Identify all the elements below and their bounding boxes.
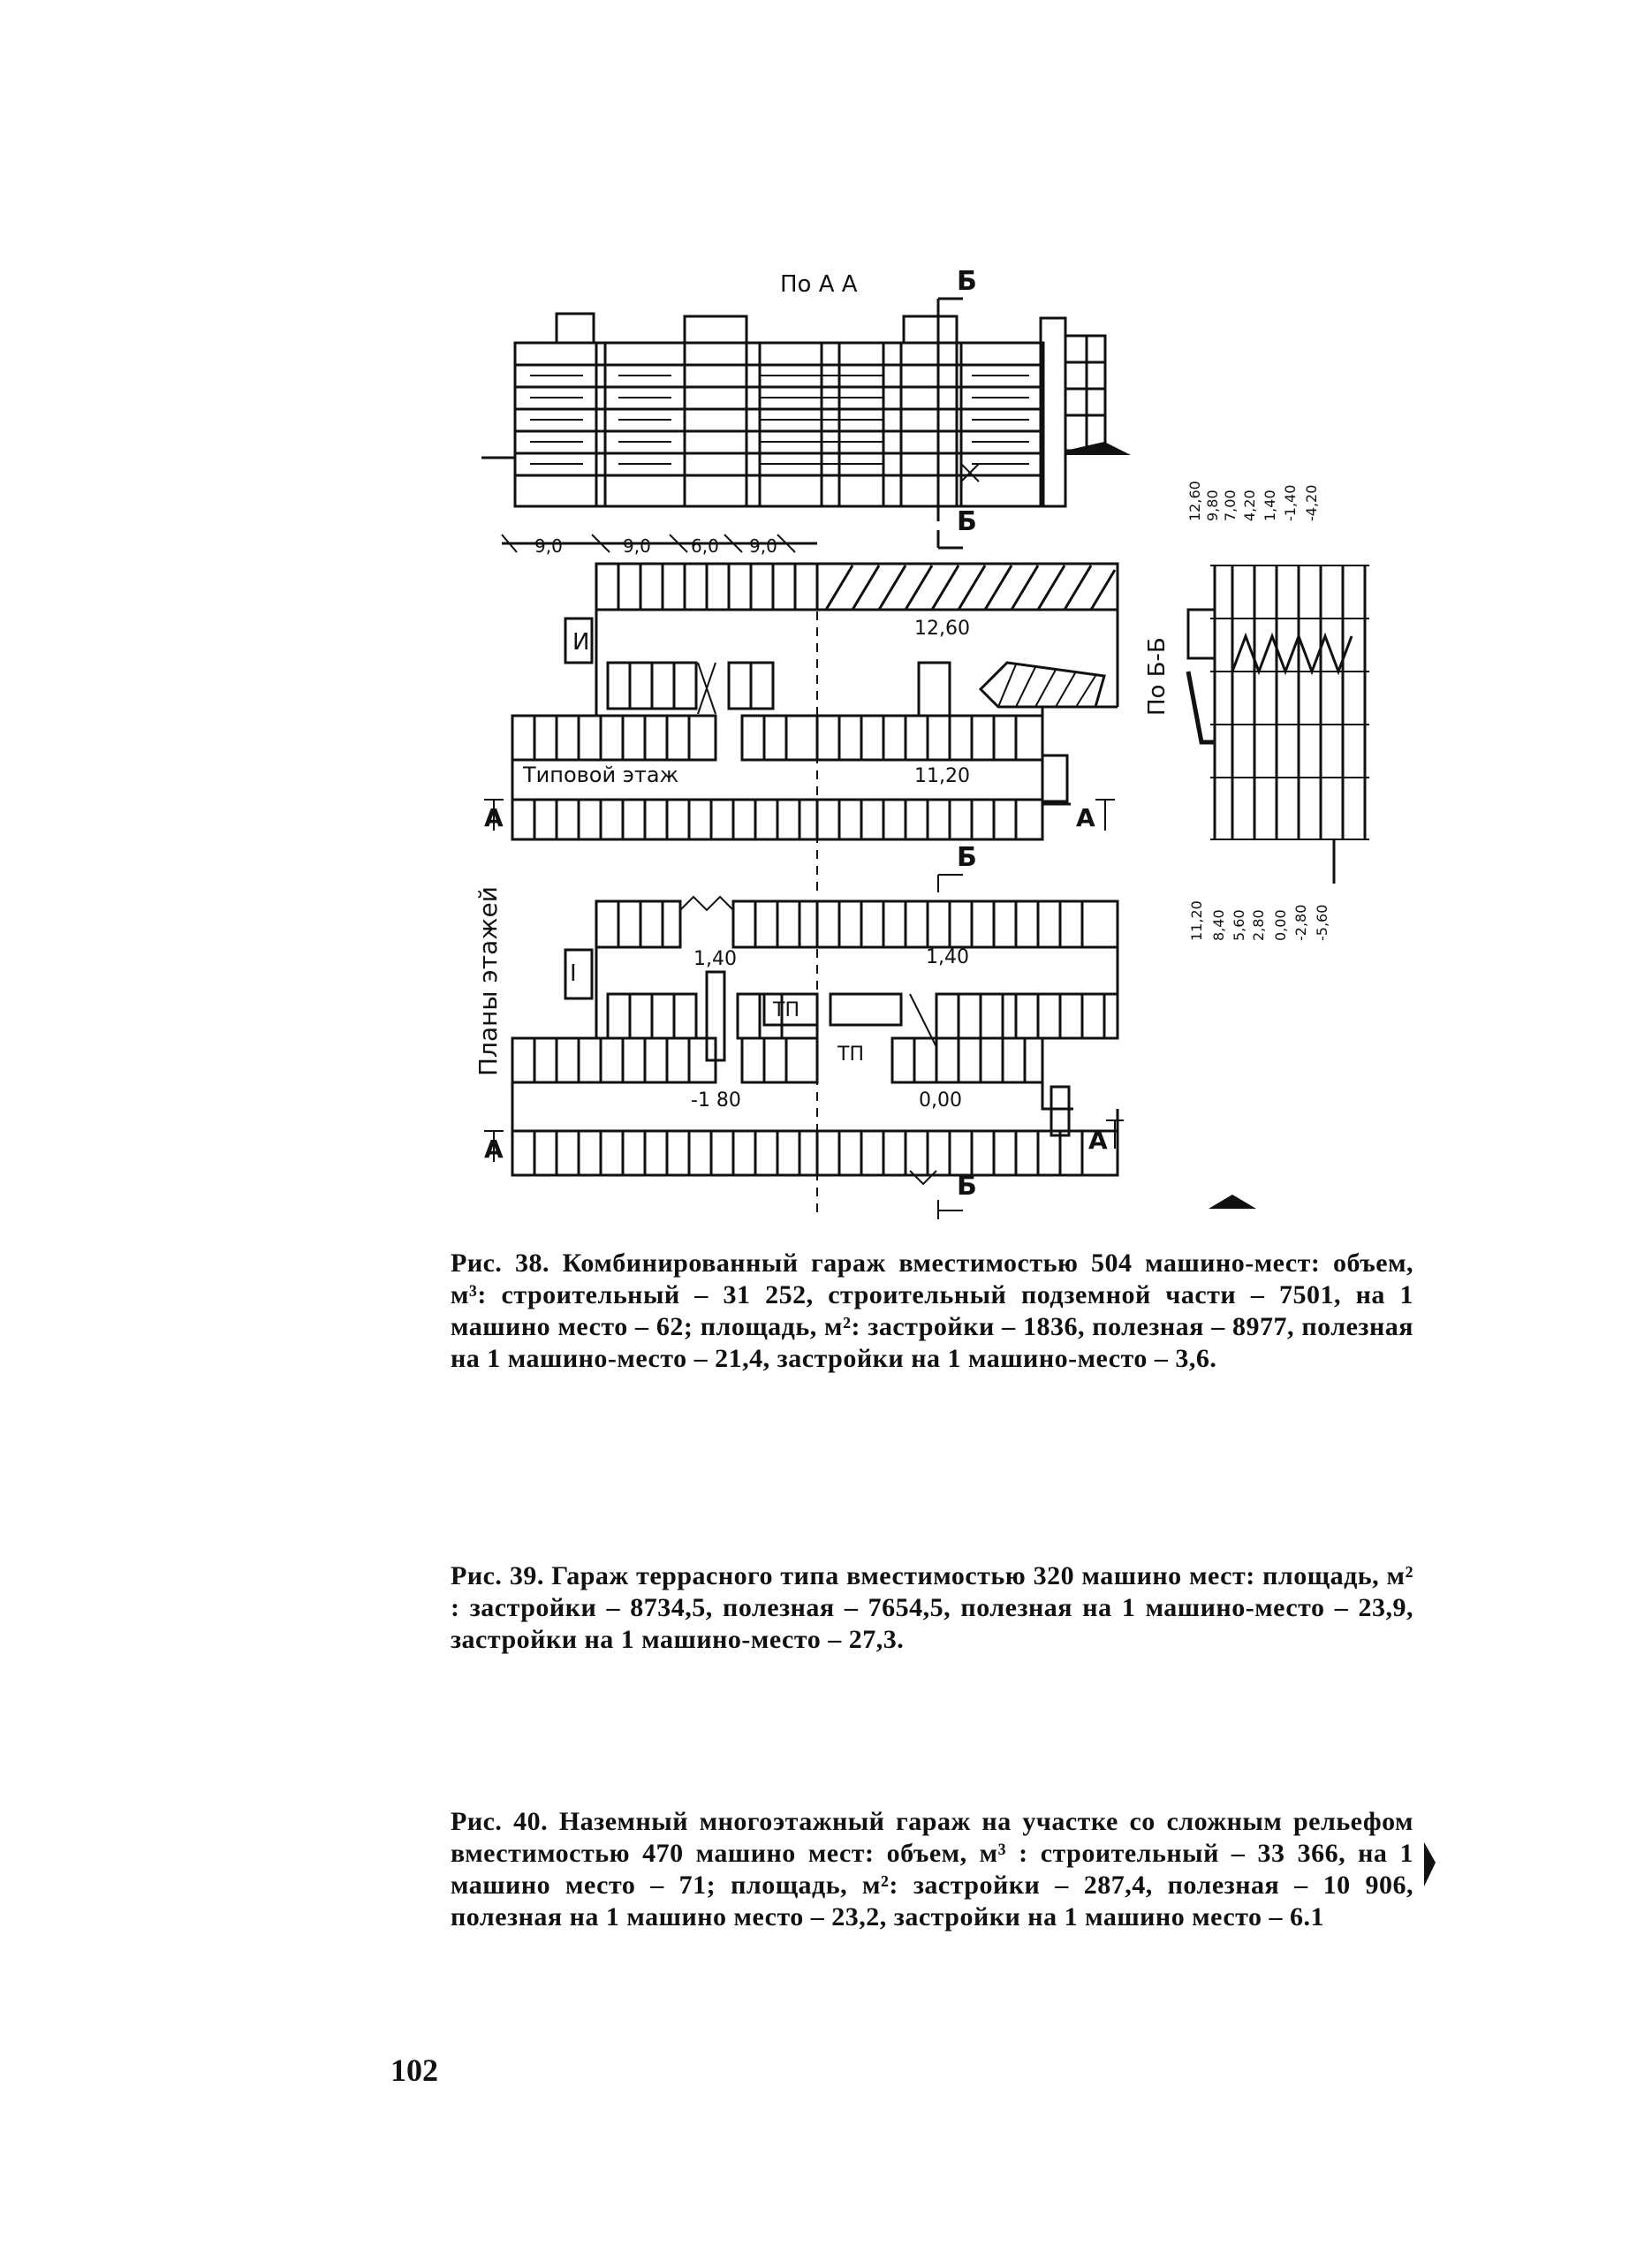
svg-text:-1,40: -1,40 [1282,484,1299,521]
section-mark-b-plan: Б [957,842,977,873]
caption-figure-39: Рис. 39. Гараж террасного типа вместимостью 320 машино мест: площадь, м² : застройки – 8734,5, полезная – 7654,5, полезная на 1 машино-место – 23,9, застройки на 1 машино-место – 27,3. [451,1561,1413,1654]
lower-floor-plan [474,886,1124,1219]
section-mark-b-mid: Б [957,506,977,537]
section-levels-bottom [1188,900,1330,941]
dimension-3: 6,0 [691,535,719,557]
svg-text:0,00: 0,00 [1272,909,1289,941]
section-label: По Б-Б [1144,637,1171,716]
svg-text:-4,20: -4,20 [1303,484,1320,521]
caption-figure-40: Рис. 40. Наземный многоэтажный гараж на участке со сложным рельефом вместимостью 470 машино мест: объем, м³ : строительный – 33 366, на 1 машино место – 71; площадь, м²: застройки – 287,4, полезная – 10 906, полезная на 1 машино место – 23,2, застройки на 1 машино место – 6.1 [451,1807,1413,1931]
svg-text:7,00: 7,00 [1222,490,1239,521]
dimension-chain [502,535,817,557]
margin-bracket-icon [1424,1842,1436,1886]
dimension-1: 9,0 [534,535,563,557]
north-arrow-icon [1209,1195,1256,1209]
svg-text:-2,80: -2,80 [1292,904,1309,941]
svg-text:9,80: 9,80 [1204,490,1221,521]
section-mark-b-top: Б [957,266,977,297]
svg-text:5,60: 5,60 [1231,909,1247,941]
facade-label: По А А [780,271,858,298]
room-label-i-lower: I [570,960,577,987]
section-mark-a-right-lower: А [1088,1126,1108,1155]
elevation-1-40-right: 1,40 [926,946,969,968]
section-mark-a-right: А [1076,803,1095,832]
elevation-0-00: 0,00 [919,1089,962,1112]
svg-text:4,20: 4,20 [1241,490,1258,521]
svg-text:8,40: 8,40 [1210,909,1227,941]
svg-text:1,40: 1,40 [1262,490,1278,521]
elevation-1-40-left: 1,40 [693,948,737,970]
svg-text:12,60: 12,60 [1186,481,1203,521]
dimension-2: 9,0 [623,535,651,557]
section-mark-b-bottom: Б [957,1171,977,1202]
section-b-b [1144,481,1369,941]
page-number: 102 [390,2053,438,2088]
room-label-tp-left: ТП [773,999,799,1021]
svg-text:11,20: 11,20 [1188,900,1205,941]
caption-figure-38: Рис. 38. Комбинированный гараж вместимостью 504 машино-мест: объем, м³: строительный – 31 252, строительный подземной части – 7501, на 1 машино место – 62; площадь, м²: застройки – 1836, полезная – 8977, полезная на 1 машино-место – 21,4, застройки на 1 машино-место – 3,6. [451,1248,1413,1373]
elevation-11-20: 11,20 [914,765,970,787]
typical-floor-label: Типовой этаж [523,763,679,787]
plans-label: Планы этажей [474,886,503,1076]
room-label-tp-right: ТП [837,1044,864,1066]
room-label-i: И [572,629,590,656]
svg-text:2,80: 2,80 [1250,909,1267,941]
section-mark-a-left-lower: А [484,1135,504,1164]
section-levels-top [1186,481,1320,521]
section-mark-a-left: А [484,803,504,832]
elevation-minus-1-80: -1 80 [691,1089,741,1112]
typical-floor-plan [484,564,1118,892]
svg-text:-5,60: -5,60 [1314,904,1330,941]
elevation-12-60: 12,60 [914,618,970,640]
facade-elevation [481,266,1131,548]
dimension-4: 9,0 [749,535,777,557]
